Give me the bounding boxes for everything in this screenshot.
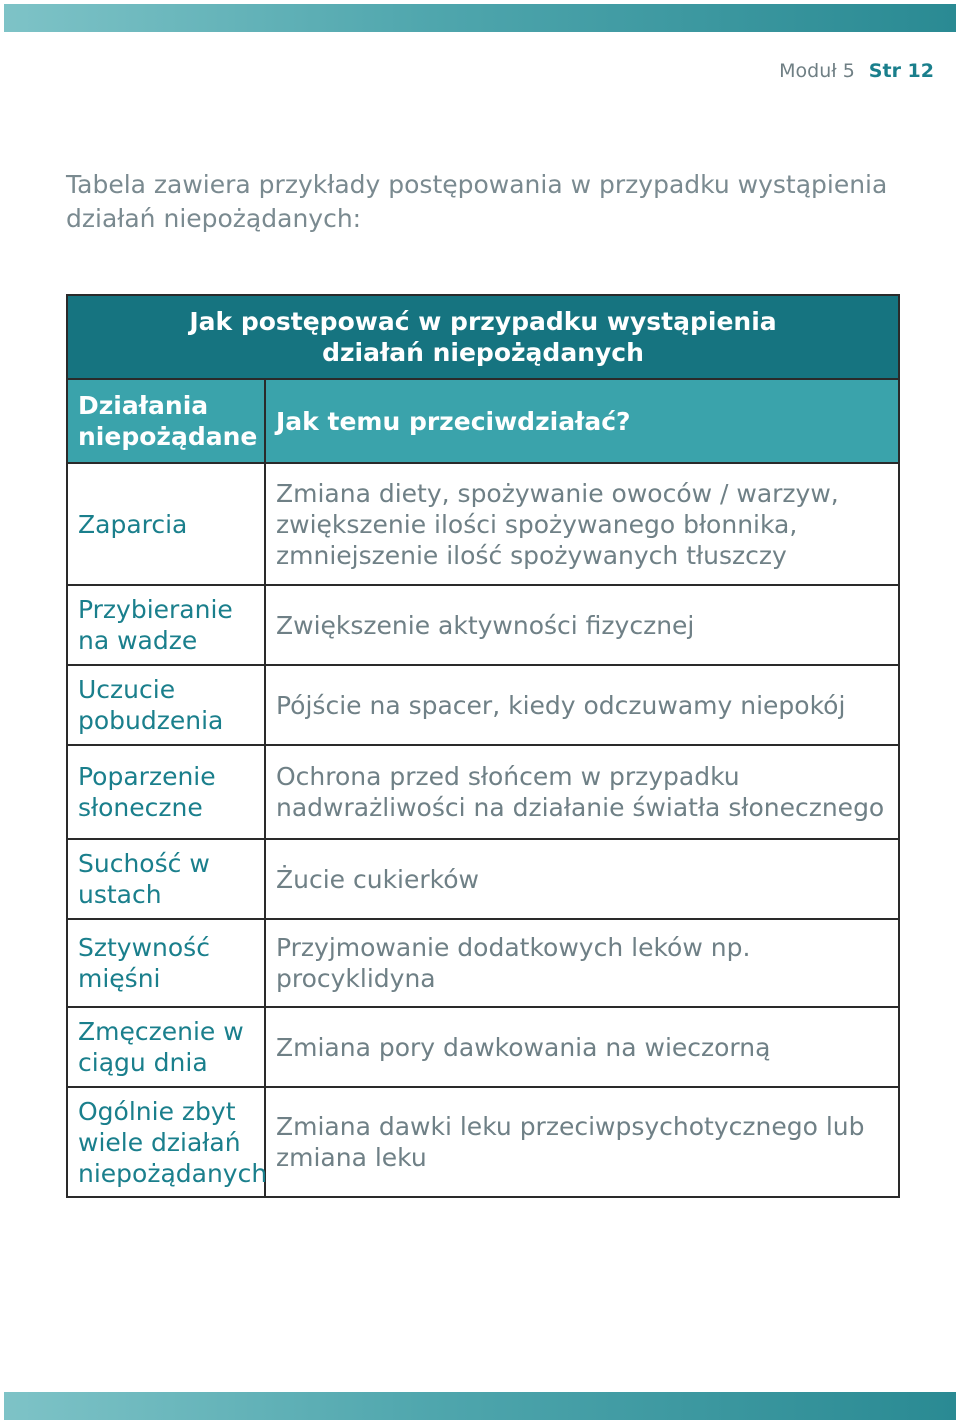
table-row [67, 839, 899, 919]
table-title [67, 295, 899, 379]
effect-cell: Przybieranie na wadze [67, 585, 265, 665]
effect-cell: Sztywność mięśni [67, 919, 265, 1007]
column-header-remedies: Jak temu przeciwdziałać? [265, 379, 899, 463]
table-row [67, 1087, 899, 1197]
effect-cell: Suchość w ustach [67, 839, 265, 919]
table-row [67, 1007, 899, 1087]
column-header-effects: Działania niepożądane [67, 379, 265, 463]
effect-cell: Uczucie pobudzenia [67, 665, 265, 745]
page-header [779, 60, 934, 82]
remedy-cell: Zwiększenie aktywności fizycznej [265, 585, 899, 665]
table-row [67, 585, 899, 665]
table-title-text: Jak postępować w przypadku wystąpienia działań niepożądanych [189, 307, 777, 367]
effect-cell: Zmęczenie w ciągu dnia [67, 1007, 265, 1087]
remedy-cell: Ochrona przed słońcem w przypadku nadwrażliwości na działanie światła słonecznego [265, 745, 899, 839]
bottom-decorative-bar [4, 1392, 956, 1420]
page-number: Str 12 [868, 60, 934, 82]
top-decorative-bar [4, 4, 956, 32]
table-row [67, 919, 899, 1007]
remedy-cell: Zmiana pory dawkowania na wieczorną [265, 1007, 899, 1087]
effect-cell: Ogólnie zbyt wiele działań niepożądanych [67, 1087, 265, 1197]
remedy-cell: Zmiana dawki leku przeciwpsychotycznego lub zmiana leku [265, 1087, 899, 1197]
intro-text: Tabela zawiera przykłady postępowania w przypadku wystąpienia działań niepożądanych: [66, 170, 888, 233]
remedy-cell: Żucie cukierków [265, 839, 899, 919]
table-title-row [67, 295, 899, 379]
table-row [67, 665, 899, 745]
table-header-row [67, 379, 899, 463]
remedy-cell: Pójście na spacer, kiedy odczuwamy niepokój [265, 665, 899, 745]
module-label: Moduł 5 [779, 60, 855, 82]
table-row [67, 463, 899, 585]
side-effects-table [66, 294, 900, 1198]
effect-cell: Poparzenie słoneczne [67, 745, 265, 839]
table-row [67, 745, 899, 839]
remedy-cell: Przyjmowanie dodatkowych leków np. procyklidyna [265, 919, 899, 1007]
effect-cell: Zaparcia [67, 463, 265, 585]
remedy-cell: Zmiana diety, spożywanie owoców / warzyw, zwiększenie ilości spożywanego błonnika, zmniejszenie ilość spożywanych tłuszczy [265, 463, 899, 585]
